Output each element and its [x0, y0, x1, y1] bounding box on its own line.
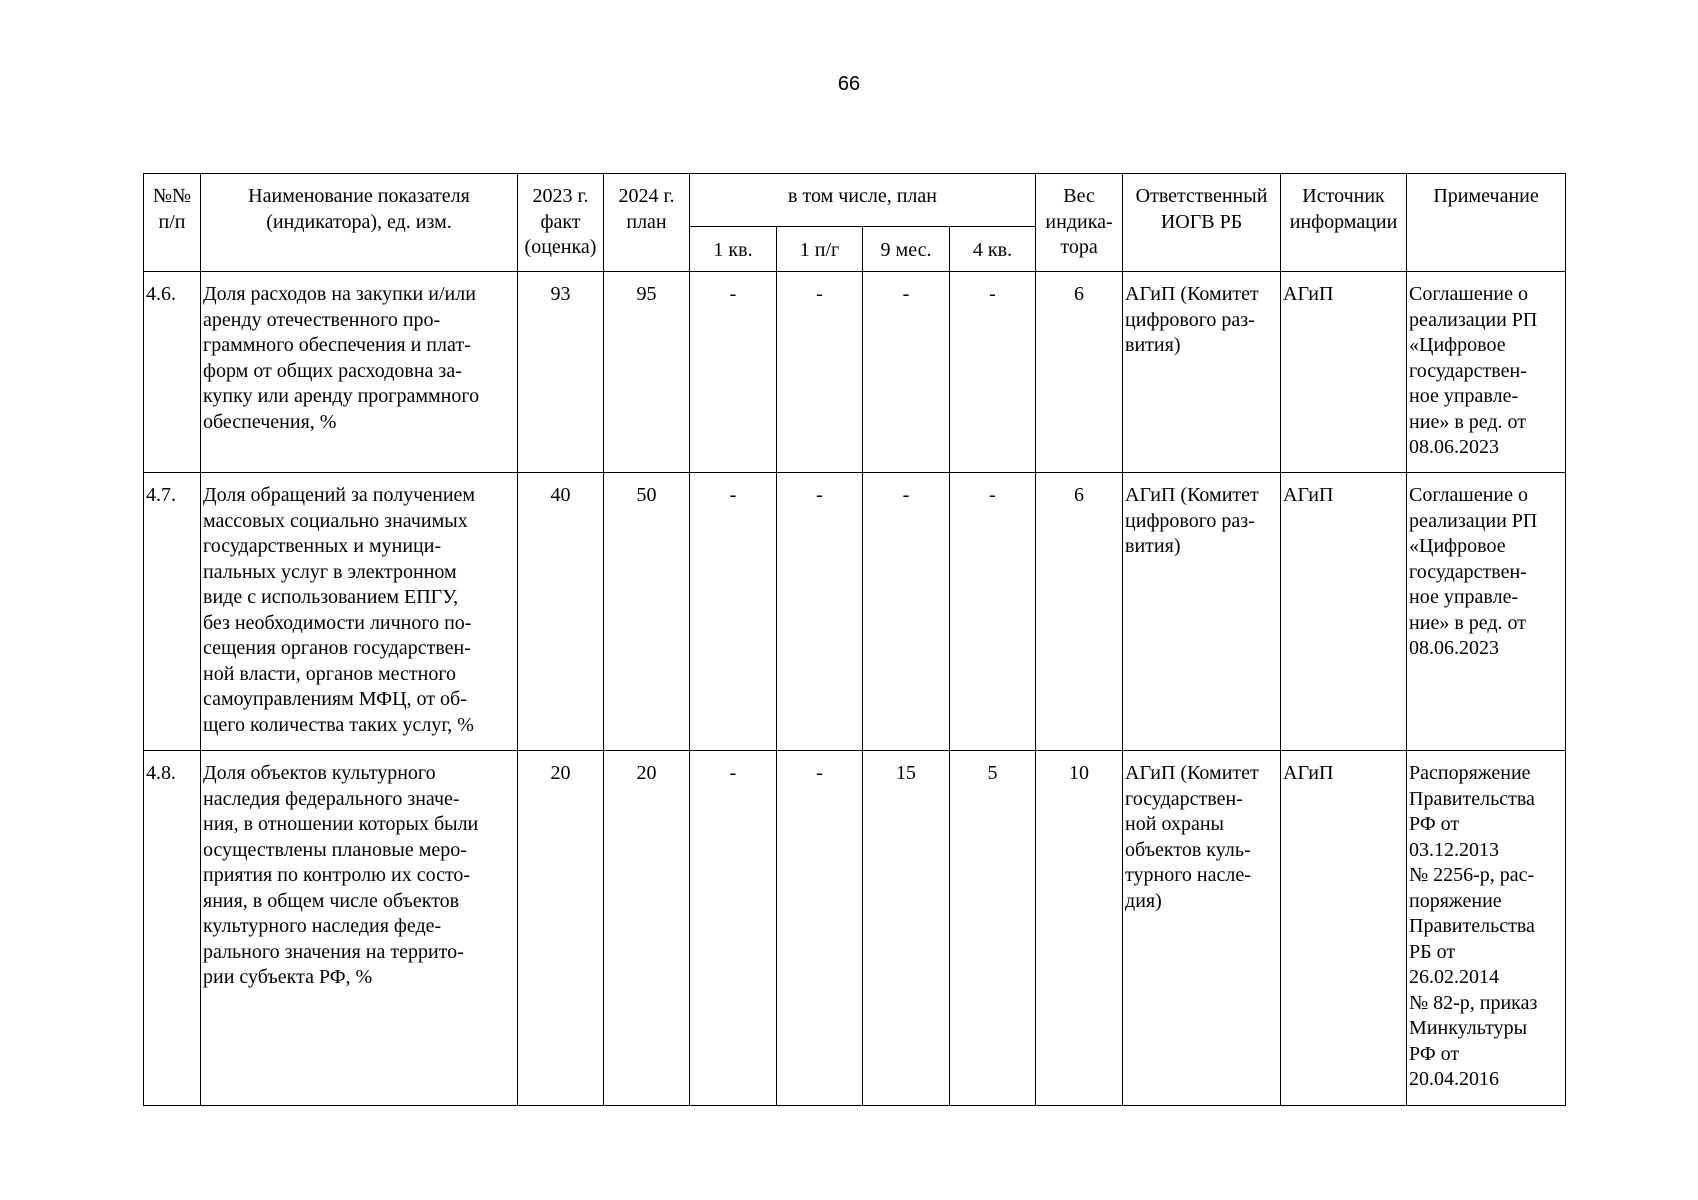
row-half-year: - — [777, 272, 863, 473]
row-9-months: - — [863, 272, 950, 473]
header-fact-2023: 2023 г. факт (оценка) — [518, 174, 604, 272]
row-indicator-name: Доля объектов культурного наследия федерального значе- ния, в отношении которых были осуществлены плановые меро- приятия по контролю их состо- яния, в общем числе объектов культурного наследия феде- рального значения на террито- рии субъекта РФ, % — [201, 751, 518, 1106]
row-fact-2023: 20 — [518, 751, 604, 1106]
row-source: АГиП — [1281, 473, 1407, 751]
header-name: Наименование показателя (индикатора), ед. изм. — [201, 174, 518, 272]
header-including-plan: в том числе, план — [690, 174, 1036, 227]
row-responsible: АГиП (Комитет государствен- ной охраны объектов куль- турного насле- дия) — [1123, 751, 1281, 1106]
row-indicator-name: Доля расходов на закупки и/или аренду отечественного про- граммного обеспечения и плат- форм от общих расходовна за- купку или аренду программного обеспечения, % — [201, 272, 518, 473]
row-half-year: - — [777, 473, 863, 751]
row-9-months: - — [863, 473, 950, 751]
row-source: АГиП — [1281, 751, 1407, 1106]
indicators-table — [143, 173, 1566, 1106]
row-weight: 6 — [1036, 473, 1123, 751]
row-q1: - — [690, 272, 777, 473]
row-responsible: АГиП (Комитет цифрового раз- вития) — [1123, 272, 1281, 473]
table-row — [144, 751, 1566, 1106]
header-responsible: Ответственный ИОГВ РБ — [1123, 174, 1281, 272]
row-q1: - — [690, 473, 777, 751]
header-source: Источник информации — [1281, 174, 1407, 272]
row-note: Соглашение о реализации РП «Цифровое государствен- ное управле- ние» в ред. от 08.06.2023 — [1407, 473, 1566, 751]
header-9-months: 9 мес. — [863, 227, 950, 272]
row-note: Соглашение о реализации РП «Цифровое государствен- ное управле- ние» в ред. от 08.06.2023 — [1407, 272, 1566, 473]
header-num: №№ п/п — [144, 174, 201, 272]
row-note: Распоряжение Правительства РФ от 03.12.2013 № 2256-р, рас- поряжение Правительства РБ от 26.02.2014 № 82-р, приказ Минкультуры РФ от 20.04.2016 — [1407, 751, 1566, 1106]
header-plan-2024: 2024 г. план — [604, 174, 690, 272]
header-q1: 1 кв. — [690, 227, 777, 272]
header-half-year: 1 п/г — [777, 227, 863, 272]
row-q4: - — [950, 272, 1036, 473]
row-9-months: 15 — [863, 751, 950, 1106]
row-plan-2024: 50 — [604, 473, 690, 751]
header-q4: 4 кв. — [950, 227, 1036, 272]
row-q1: - — [690, 751, 777, 1106]
row-fact-2023: 40 — [518, 473, 604, 751]
row-plan-2024: 20 — [604, 751, 690, 1106]
table-row — [144, 272, 1566, 473]
row-weight: 6 — [1036, 272, 1123, 473]
row-responsible: АГиП (Комитет цифрового раз- вития) — [1123, 473, 1281, 751]
row-plan-2024: 95 — [604, 272, 690, 473]
table-header — [144, 174, 1566, 272]
row-weight: 10 — [1036, 751, 1123, 1106]
row-indicator-name: Доля обращений за получением массовых социально значимых государственных и муници- пальных услуг в электронном виде с использованием ЕПГУ, без необходимости личного по- сещения органов государствен- ной власти, органов местного самоуправлениям МФЦ, от об- щего количества таких услуг, % — [201, 473, 518, 751]
row-num: 4.6. — [144, 272, 201, 473]
row-num: 4.8. — [144, 751, 201, 1106]
row-num: 4.7. — [144, 473, 201, 751]
header-weight: Вес индика- тора — [1036, 174, 1123, 272]
row-half-year: - — [777, 751, 863, 1106]
row-q4: - — [950, 473, 1036, 751]
row-q4: 5 — [950, 751, 1036, 1106]
page-number: 66 — [837, 73, 861, 95]
row-source: АГиП — [1281, 272, 1407, 473]
table-row — [144, 473, 1566, 751]
header-note: Примечание — [1407, 174, 1566, 272]
row-fact-2023: 93 — [518, 272, 604, 473]
